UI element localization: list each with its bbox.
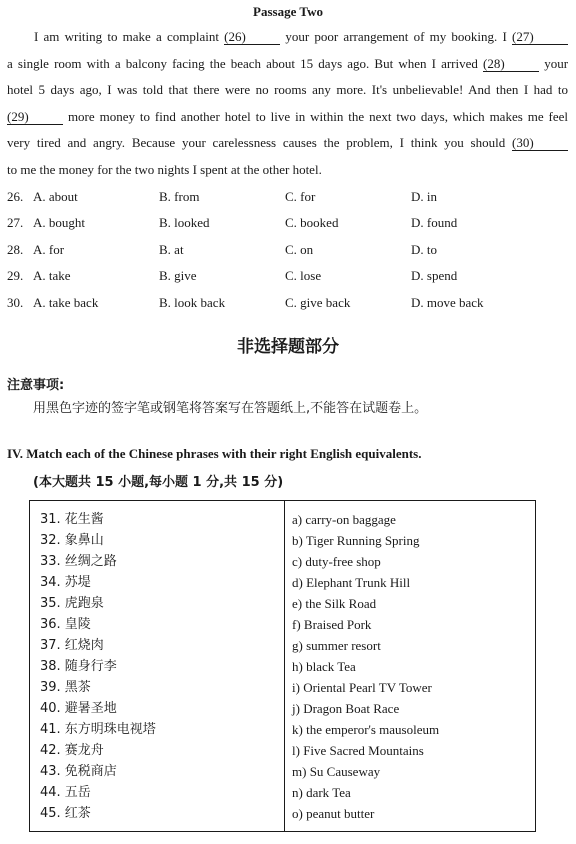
chinese-phrase: 45. 红茶	[40, 806, 91, 821]
option-d: D. in	[411, 189, 437, 204]
passage-text: more money to find another hotel to live in within the next two days, which makes me feel	[67, 109, 569, 124]
option-b: B. look back	[159, 295, 226, 310]
option-c: C. booked	[285, 215, 339, 230]
section-title: IV. Match each of the Chinese phrases with their right English equivalents.	[7, 446, 422, 461]
passage-text: hotel 5 days ago, I was told that there were no rooms any more. It's unbelievable! And then I had to	[7, 82, 568, 97]
passage-line-2	[7, 56, 568, 72]
passage-text: to me the money for the two nights I spent at the other hotel.	[7, 162, 322, 177]
option-num: 26.	[7, 189, 24, 204]
chinese-phrase: 44. 五岳	[40, 785, 91, 800]
chinese-phrase: 40. 避暑圣地	[40, 701, 117, 716]
passage-line-5	[7, 135, 568, 151]
table-divider	[284, 500, 285, 832]
chinese-phrase: 33. 丝绸之路	[40, 554, 117, 569]
english-phrase: c) duty-free shop	[292, 554, 381, 569]
english-phrase: o) peanut butter	[292, 806, 375, 821]
chinese-phrase: 41. 东方明珠电视塔	[40, 722, 156, 737]
option-c: C. on	[285, 242, 314, 257]
option-a: A. bought	[33, 215, 85, 230]
chinese-phrase: 35. 虎跑泉	[40, 596, 104, 611]
option-c: C. for	[285, 189, 316, 204]
option-b: B. looked	[159, 215, 210, 230]
option-d: D. move back	[411, 295, 484, 310]
passage-line-3	[7, 82, 568, 98]
english-phrase: l) Five Sacred Mountains	[292, 743, 424, 758]
option-d: D. spend	[411, 268, 458, 283]
option-num: 30.	[7, 295, 24, 310]
section-subtitle: (本大题共 15 小题,每小题 1 分,共 15 分)	[33, 475, 284, 490]
passage-line-6	[7, 162, 568, 178]
option-b: B. at	[159, 242, 184, 257]
option-a: A. about	[33, 189, 78, 204]
notice-label: 注意事项:	[7, 378, 65, 393]
blank-28: (28)	[483, 57, 539, 72]
passage-text: your poor arrangement of my booking. I	[285, 29, 507, 44]
passage-text: very tired and angry. Because your carelessness causes the problem, I think you should	[7, 135, 506, 150]
option-a: A. for	[33, 242, 65, 257]
option-c: C. give back	[285, 295, 351, 310]
option-num: 27.	[7, 215, 24, 230]
english-phrase: e) the Silk Road	[292, 596, 377, 611]
chinese-phrase: 43. 免税商店	[40, 764, 117, 779]
english-phrase: b) Tiger Running Spring	[292, 533, 420, 548]
part-heading: 非选择题部分	[237, 337, 339, 357]
blank-29: (29)	[7, 110, 63, 125]
passage-line-1	[7, 29, 568, 45]
option-a: A. take	[33, 268, 71, 283]
chinese-phrase: 42. 赛龙舟	[40, 743, 104, 758]
chinese-phrase: 36. 皇陵	[40, 617, 91, 632]
passage-text: a single room with a balcony facing the beach about 15 days ago. But when I arrived	[7, 56, 478, 71]
english-phrase: f) Braised Pork	[292, 617, 372, 632]
english-phrase: d) Elephant Trunk Hill	[292, 575, 411, 590]
english-phrase: h) black Tea	[292, 659, 356, 674]
chinese-phrase: 39. 黑茶	[40, 680, 91, 695]
english-phrase: j) Dragon Boat Race	[292, 701, 400, 716]
option-b: B. give	[159, 268, 197, 283]
option-a: A. take back	[33, 295, 99, 310]
passage-text: I am writing to make a complaint	[34, 29, 219, 44]
chinese-phrase: 37. 红烧肉	[40, 638, 104, 653]
chinese-phrase: 38. 随身行李	[40, 659, 117, 674]
passage-text: your	[544, 56, 569, 71]
passage-line-4	[7, 109, 568, 125]
english-phrase: k) the emperor's mausoleum	[292, 722, 440, 737]
english-phrase: i) Oriental Pearl TV Tower	[292, 680, 432, 695]
blank-30: (30)	[512, 136, 568, 151]
option-c: C. lose	[285, 268, 322, 283]
blank-27: (27)	[512, 30, 568, 45]
blank-26: (26)	[224, 30, 280, 45]
option-d: D. to	[411, 242, 437, 257]
english-phrase: g) summer resort	[292, 638, 381, 653]
english-phrase: a) carry-on baggage	[292, 512, 396, 527]
chinese-phrase: 34. 苏堤	[40, 575, 91, 590]
chinese-phrase: 31. 花生酱	[40, 512, 104, 527]
option-d: D. found	[411, 215, 458, 230]
passage-title: Passage Two	[253, 4, 323, 19]
option-num: 28.	[7, 242, 24, 257]
english-phrase: n) dark Tea	[292, 785, 351, 800]
chinese-phrase: 32. 象鼻山	[40, 533, 104, 548]
option-num: 29.	[7, 268, 24, 283]
option-b: B. from	[159, 189, 200, 204]
english-phrase: m) Su Causeway	[292, 764, 381, 779]
notice-text: 用黑色字迹的签字笔或钢笔将答案写在答题纸上,不能答在试题卷上。	[33, 401, 428, 416]
